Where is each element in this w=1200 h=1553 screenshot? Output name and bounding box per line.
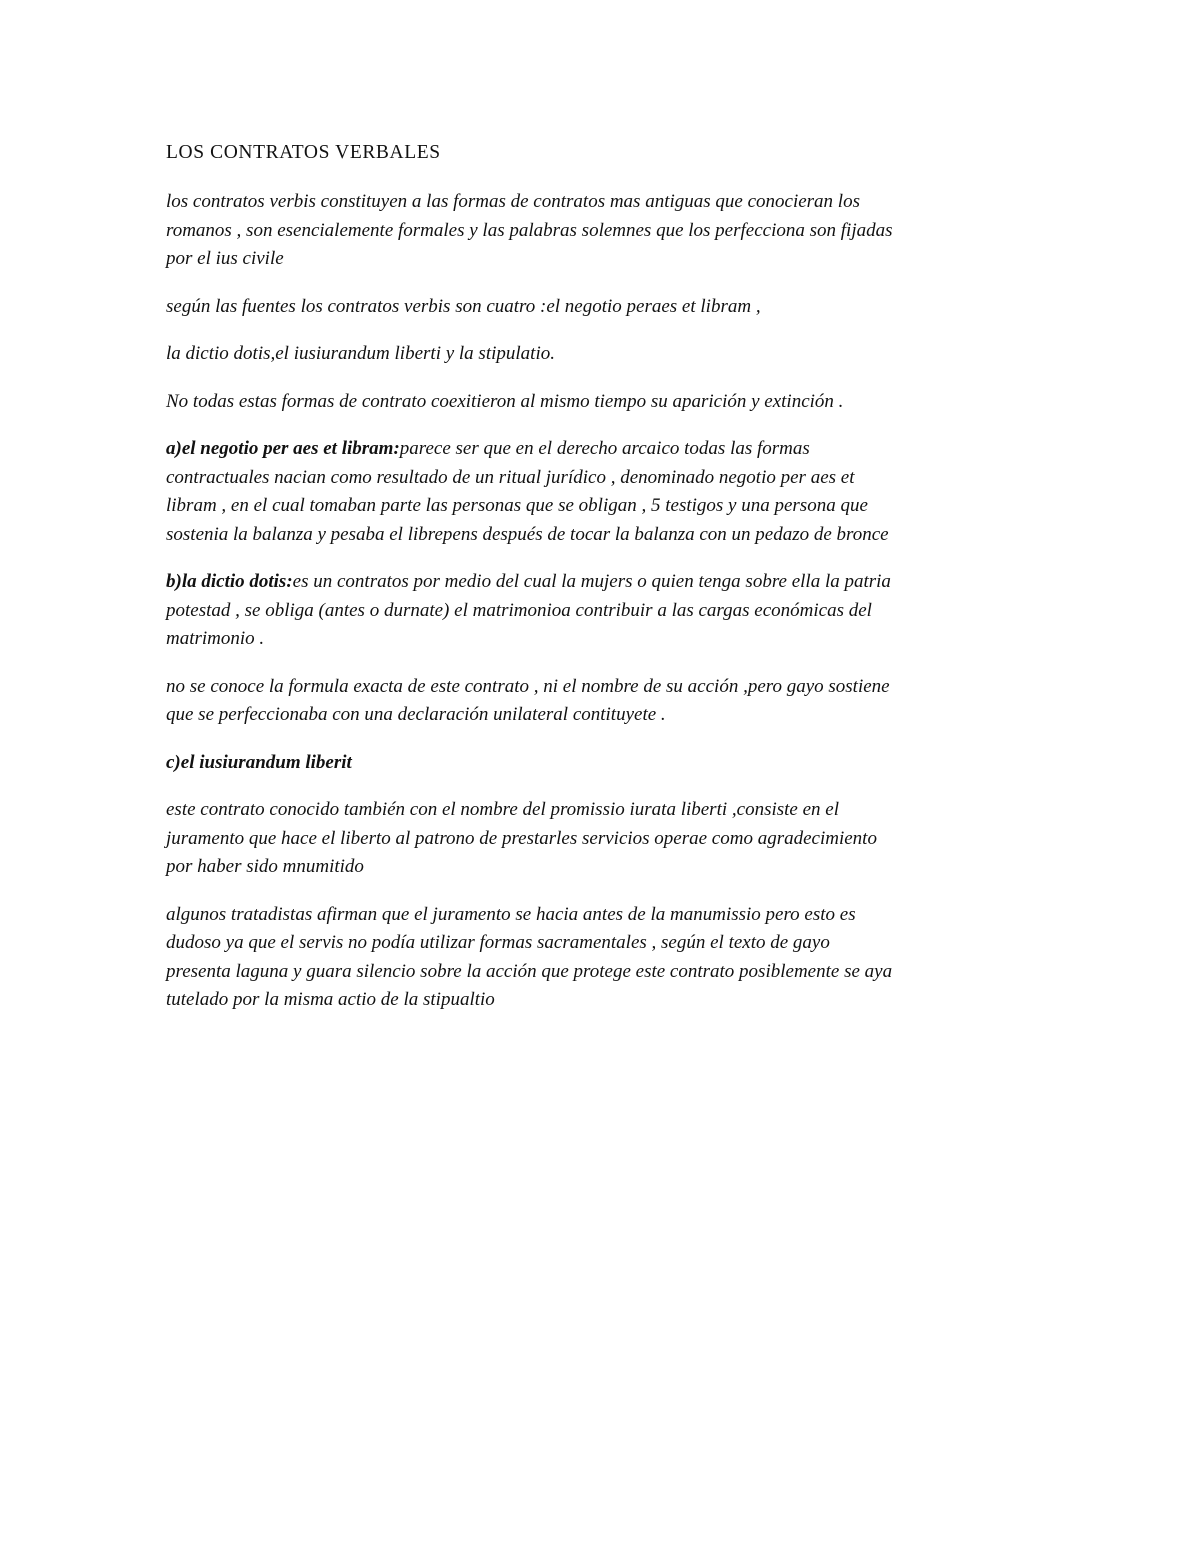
paragraph-list — [166, 340, 1036, 369]
paragraph-negotio — [166, 435, 1036, 549]
text-line: algunos tratadistas afirman que el juramento se hacia antes de la manumissio pero esto es — [166, 903, 856, 925]
text-line: potestad , se obliga (antes o durnate) el matrimonioa contribuir a las cargas económicas del — [166, 599, 872, 621]
document-body — [166, 140, 1036, 1034]
text-line: dudoso ya que el servis no podía utilizar formas sacramentales , según el texto de gayo — [166, 932, 830, 953]
document-title: LOS CONTRATOS VERBALES — [166, 142, 441, 163]
text-run: es un contratos por medio del cual la mujers o quien tenga sobre ella la patria — [292, 571, 891, 592]
text-line: presenta laguna y guara silencio sobre la acción que protege este contrato posiblemente se aya — [166, 960, 893, 982]
text-line: este contrato conocido también con el nombre del promissio iurata liberti ,consiste en el — [166, 799, 839, 820]
text-line: matrimonio . — [166, 628, 265, 649]
text-line: según las fuentes los contratos verbis son cuatro :el negotio peraes et libram , — [166, 295, 761, 317]
text-line: romanos , son esencialemente formales y las palabras solemnes que los perfecciona son fijadas — [166, 219, 893, 241]
paragraph-intro — [166, 188, 1036, 274]
text-line: por el ius civile — [166, 248, 284, 269]
paragraph-dictio-dotis — [166, 568, 1036, 654]
text-line: tutelado por la misma actio de la stipualtio — [166, 989, 495, 1010]
paragraph-formula — [166, 673, 1036, 730]
text-line: la dictio dotis,el iusiurandum liberti y la stipulatio. — [166, 343, 555, 364]
section-heading-b: b)la dictio dotis: — [166, 571, 293, 592]
text-line: que se perfeccionaba con una declaración unilateral contituyete . — [166, 704, 666, 725]
paragraph-sources — [166, 293, 1036, 322]
text-line: por haber sido mnumitido — [166, 856, 364, 877]
section-heading-a: a)el negotio per aes et libram: — [166, 438, 400, 459]
text-line: no se conoce la formula exacta de este contrato , ni el nombre de su acción ,pero gayo sostiene — [166, 675, 890, 697]
text-line: libram , en el cual tomaban parte las personas que se obligan , 5 testigos y una persona que — [166, 495, 868, 516]
text-line: contractuales nacian como resultado de un ritual jurídico , denominado negotio per aes et — [166, 466, 855, 488]
text-line — [166, 435, 1036, 464]
text-line: juramento que hace el liberto al patrono de prestarles servicios operae como agradecimiento — [166, 827, 877, 849]
text-line: No todas estas formas de contrato coexitieron al mismo tiempo su aparición y extinción . — [166, 390, 844, 412]
text-line — [166, 568, 1036, 597]
text-line: sostenia la balanza y pesaba el librepens después de tocar la balanza con un pedazo de bronce — [166, 523, 889, 545]
paragraph-tratadistas — [166, 901, 1036, 1015]
paragraph-promissio — [166, 796, 1036, 882]
text-run: parece ser que en el derecho arcaico todas las formas — [399, 438, 810, 459]
section-heading-c: c)el iusiurandum liberit — [166, 751, 352, 773]
paragraph-coexistence — [166, 388, 1036, 417]
text-line: los contratos verbis constituyen a las formas de contratos mas antiguas que conocieran los — [166, 191, 860, 212]
